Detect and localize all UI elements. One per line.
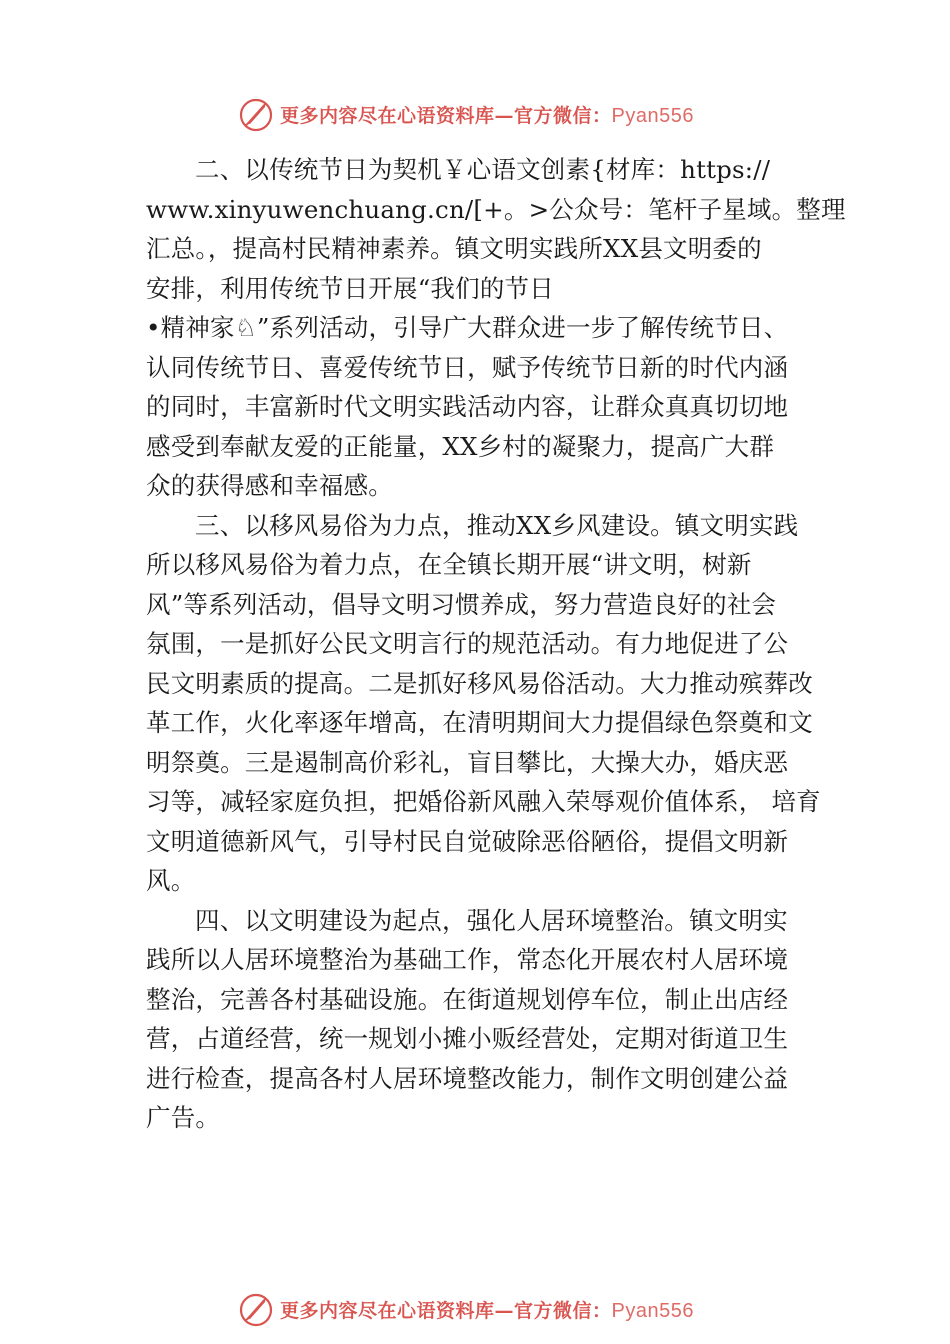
banner-dash: — [494, 104, 515, 127]
banner-text [280, 101, 694, 128]
quill-pen-logo-icon [238, 96, 274, 132]
paragraph-line: 感受到奉献友爱的正能量，XX乡村的凝聚力，提高广大群 [146, 431, 775, 461]
banner-dash: — [494, 1299, 515, 1322]
banner-wechat-label: 官方微信： [514, 104, 612, 127]
paragraph-line: 四、以文明建设为起点，强化人居环境整治。镇文明实 [195, 905, 788, 935]
quill-pen-logo-icon [238, 1291, 274, 1327]
paragraph-line: 习等，减轻家庭负担，把婚俗新风融入荣辱观价值体系， 培育 [146, 787, 821, 816]
paragraph-line: 汇总。，提高村民精神素养。镇文明实践所XX县文明委的 [146, 234, 762, 263]
paragraph-line: 三、以移风易俗为力点，推动XX乡风建设。镇文明实践 [195, 510, 799, 540]
paragraph-line: 整治，完善各村基础设施。在街道规划停车位，制止出店经 [146, 984, 789, 1014]
paragraph-line: 明祭奠。三是遏制高价彩礼，盲目攀比，大操大办，婚庆恶 [146, 747, 789, 777]
paragraph-line: 的同时，丰富新时代文明实践活动内容，让群众真真切切地 [146, 392, 789, 421]
banner-account: Pyan556 [611, 1299, 694, 1322]
document-body [146, 150, 846, 1138]
paragraph-line: www.xinyuwenchuang.cn/[+。>公众号：笔杆子星域。整理 [146, 194, 846, 224]
paragraph-line: 认同传统节日、喜爱传统节日，赋予传统节日新的时代内涵 [146, 352, 789, 382]
banner-main-text: 更多内容尽在心语资料库 [280, 104, 495, 127]
paragraph-line: 氛围，一是抓好公民文明言行的规范活动。有力地促进了公 [146, 629, 789, 658]
paragraph-line: 践所以人居环境整治为基础工作，常态化开展农村人居环境 [146, 945, 789, 974]
paragraph-line: 二、以传统节日为契机￥心语文创素{材库：https:// [195, 155, 771, 184]
paragraph-line: 进行检查，提高各村人居环境整改能力，制作文明创建公益 [146, 1063, 789, 1093]
header-banner [238, 94, 694, 134]
paragraph-line: 安排，利用传统节日开展“我们的节日 [146, 273, 554, 303]
paragraph-line: 文明道德新风气，引导村民自觉破除恶俗陋俗，提倡文明新 [146, 826, 789, 856]
banner-text [280, 1296, 694, 1323]
paragraph-line: 众的获得感和幸福感。 [146, 471, 393, 500]
paragraph-line: 营，占道经营，统一规划小摊小贩经营处，定期对街道卫生 [146, 1024, 789, 1053]
banner-main-text: 更多内容尽在心语资料库 [280, 1299, 495, 1322]
paragraph-line: 广告。 [146, 1103, 221, 1132]
paragraph-line: 所以移风易俗为着力点，在全镇长期开展“讲文明，树新 [146, 550, 752, 579]
footer-banner [238, 1289, 694, 1329]
paragraph-line: 风”等系列活动，倡导文明习惯养成，努力营造良好的社会 [146, 589, 777, 619]
paragraph-line: •精神家♘”系列活动，引导广大群众进一步了解传统节日、 [146, 313, 789, 342]
banner-account: Pyan556 [611, 104, 694, 127]
paragraph-line: 革工作，火化率逐年增高，在清明期间大力提倡绿色祭奠和文 [146, 708, 813, 737]
paragraph-line: 民文明素质的提高。二是抓好移风易俗活动。大力推动殡葬改 [146, 668, 813, 698]
banner-wechat-label: 官方微信： [514, 1299, 612, 1322]
paragraph-line: 风。 [146, 866, 196, 895]
